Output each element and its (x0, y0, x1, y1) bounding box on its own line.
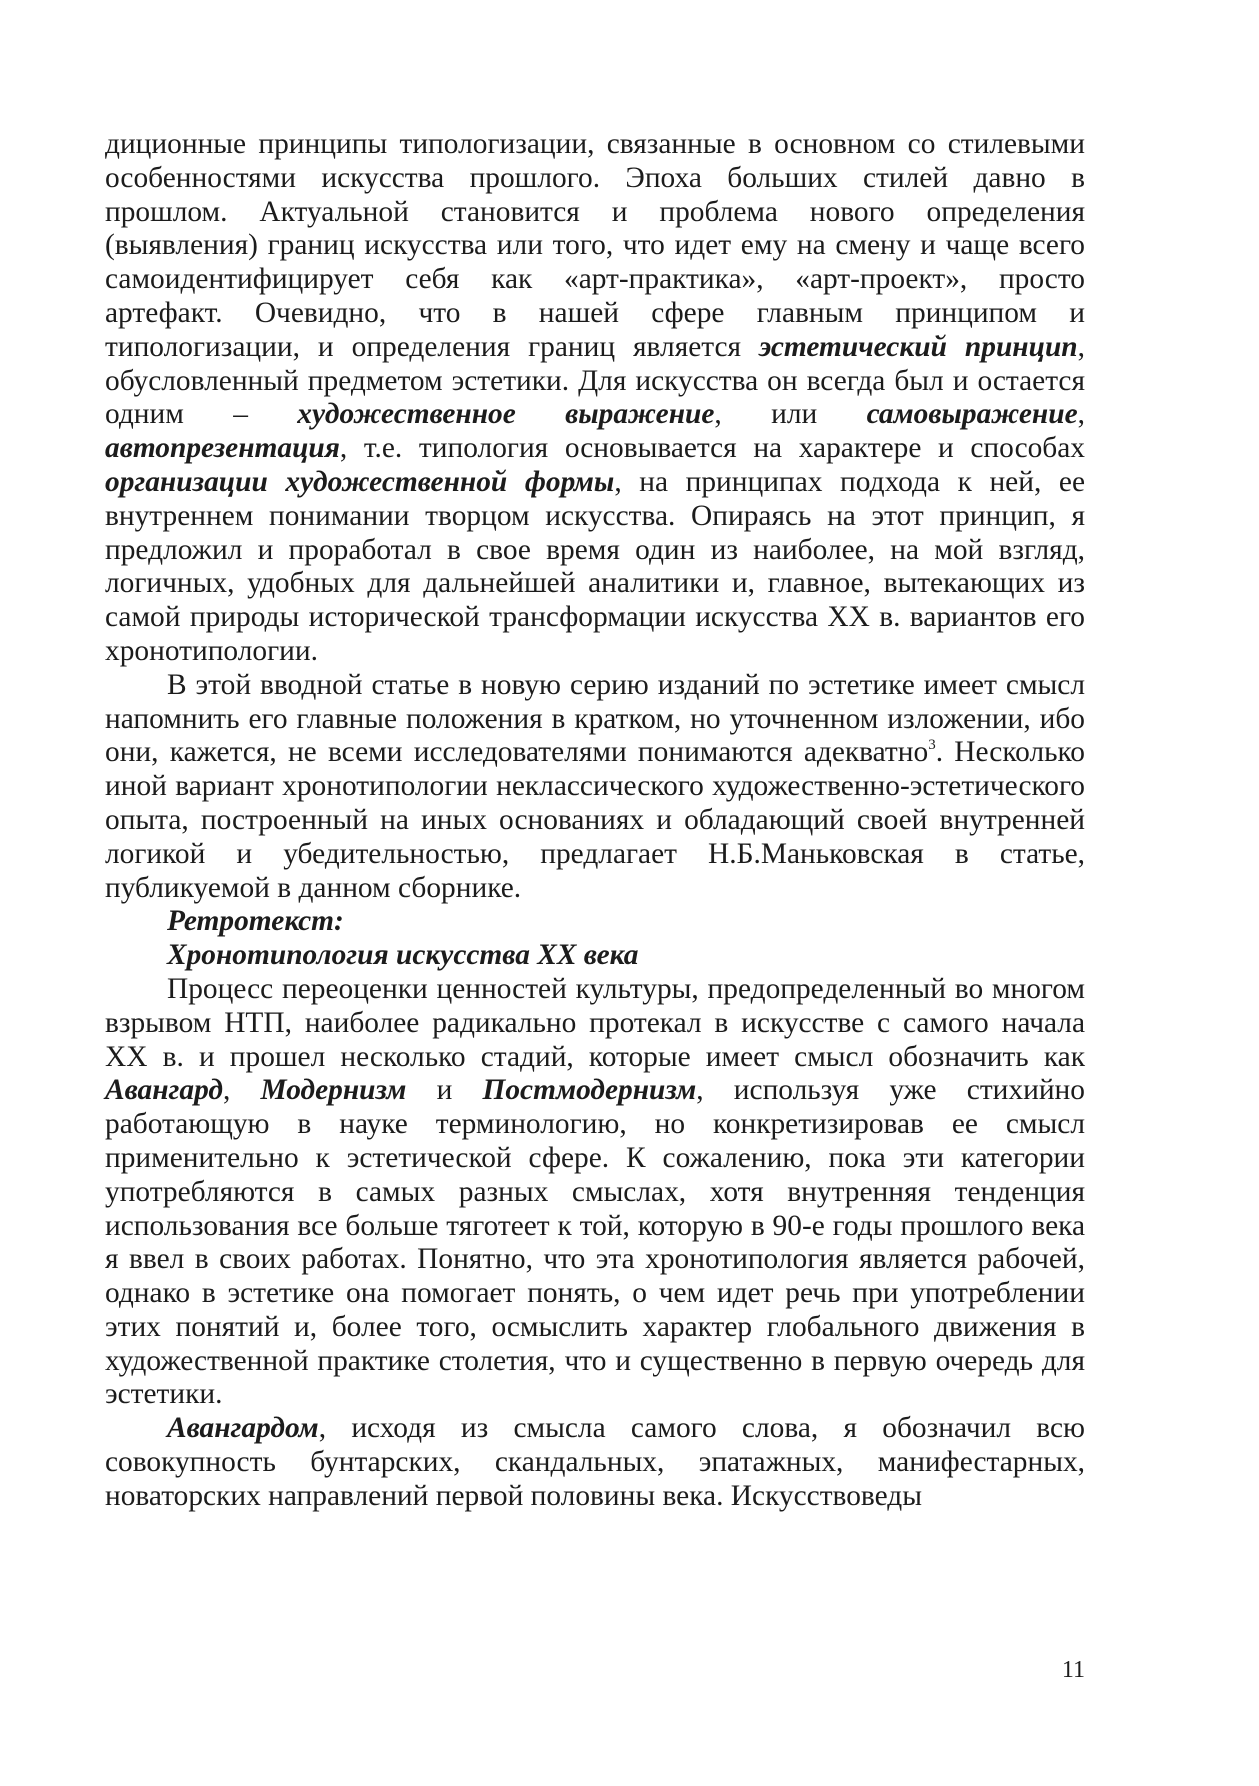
paragraph-2 (105, 669, 1085, 906)
term-self-presentation: автопрезентация (105, 432, 340, 465)
paragraph-3-text-3: и (406, 1074, 483, 1107)
page-number: 11 (1061, 1657, 1085, 1683)
section-heading-chronotypology: Хронотипология искусства XX века (167, 939, 639, 972)
term-modernism: Модернизм (260, 1074, 407, 1107)
paragraph-3-text-4: , используя уже стихийно работающую в науке терминологию, но конкретизировав ее смысл применительно к эстетической сфере. К сожалению, пока эти категории употребляются в самых разных смыслах, хотя внутренняя тенденция использования все больше тяготеет к той, которую в 90-е годы прошлого века я ввел в своих работах. Понятно, что эта хронотипология является рабочей, однако в эстетике она помогает понять, о чем идет речь при употреблении этих понятий и, более того, осмыслить характер глобального движения в художественной практике столетия, что и существенно в первую очередь для эстетики. (105, 1074, 1085, 1411)
paragraph-2-text-1: В этой вводной статье в новую серию изданий по эстетике имеет смысл напомнить его главные положения в кратком, но уточненном изложении, ибо они, кажется, не всеми исследователями понимаются адекватно (105, 668, 1085, 769)
term-aesthetic-principle: эстетический принцип (759, 330, 1078, 363)
paragraph-1 (105, 128, 1085, 669)
term-organization-of-form: организации художественной формы (105, 465, 615, 498)
paragraph-4 (105, 1412, 1085, 1513)
page-body (105, 128, 1085, 1514)
paragraph-1-text-5: , т.е. типология основывается на характере и способах (339, 432, 1085, 465)
paragraph-1-text-6: , на принципах подхода к ней, ее внутреннем понимании творцом искусства. Опираясь на этот принцип, я предложил и проработал в свое время один из наиболее, на мой взгляд, логичных, удобных для дальнейшей аналитики и, главное, вытекающих из самой природы исторической трансформации искусства XX в. вариантов его хронотипологии. (105, 465, 1085, 667)
footnote-mark[interactable]: 3 (928, 737, 936, 754)
term-avant-garde-instrumental: Авангардом (167, 1412, 319, 1445)
paragraph-1-text-1: диционные принципы типологизации, связанные в основном со стилевыми особенностями искусства прошлого. Эпоха больших стилей давно в прошлом. Актуальной становится и проблема нового определения (выявления) границ искусства или того, что идет ему на смену и чаще всего самоидентифицирует себя как «арт-практика», «арт-проект», просто артефакт. Очевидно, что в нашей сфере главным принципом и типологизации, и определения границ является (105, 128, 1085, 363)
term-artistic-expression: художественное выражение (297, 398, 715, 431)
paragraph-1-text-2: , обусловленный предметом эстетики. Для искусства он всегда был и остается одним – (105, 330, 1086, 431)
paragraph-1-text-4: , (1077, 398, 1085, 431)
section-heading-retrotext: Ретротекст: (167, 905, 344, 938)
paragraph-4-text-1: , исходя из смысла самого слова, я обозначил всю совокупность бунтарских, скандальных, эпатажных, манифестарных, новаторских направлений первой половины века. Искусствоведы (105, 1412, 1085, 1512)
paragraph-3-text-2: , (222, 1074, 261, 1107)
term-postmodernism: Постмодернизм (482, 1074, 697, 1107)
term-avant-garde: Авангард (105, 1074, 223, 1107)
paragraph-3-text-1: Процесс переоценки ценностей культуры, предопределенный во многом взрывом НТП, наиболее радикально протекал в искусстве с самого начала XX в. и прошел несколько стадий, которые имеет смысл обозначить как (105, 972, 1085, 1073)
paragraph-2-text-2: . Несколько иной вариант хронотипологии неклассического художественно-эстетического опыта, построенный на иных основаниях и обладающий своей внутренней логикой и убедительностью, предлагает Н.Б.Маньковская в статье, публикуемой в данном сборнике. (105, 736, 1085, 904)
paragraph-1-text-3: , или (714, 398, 867, 431)
paragraph-3 (105, 973, 1085, 1412)
term-self-expression: самовыражение (866, 398, 1078, 431)
